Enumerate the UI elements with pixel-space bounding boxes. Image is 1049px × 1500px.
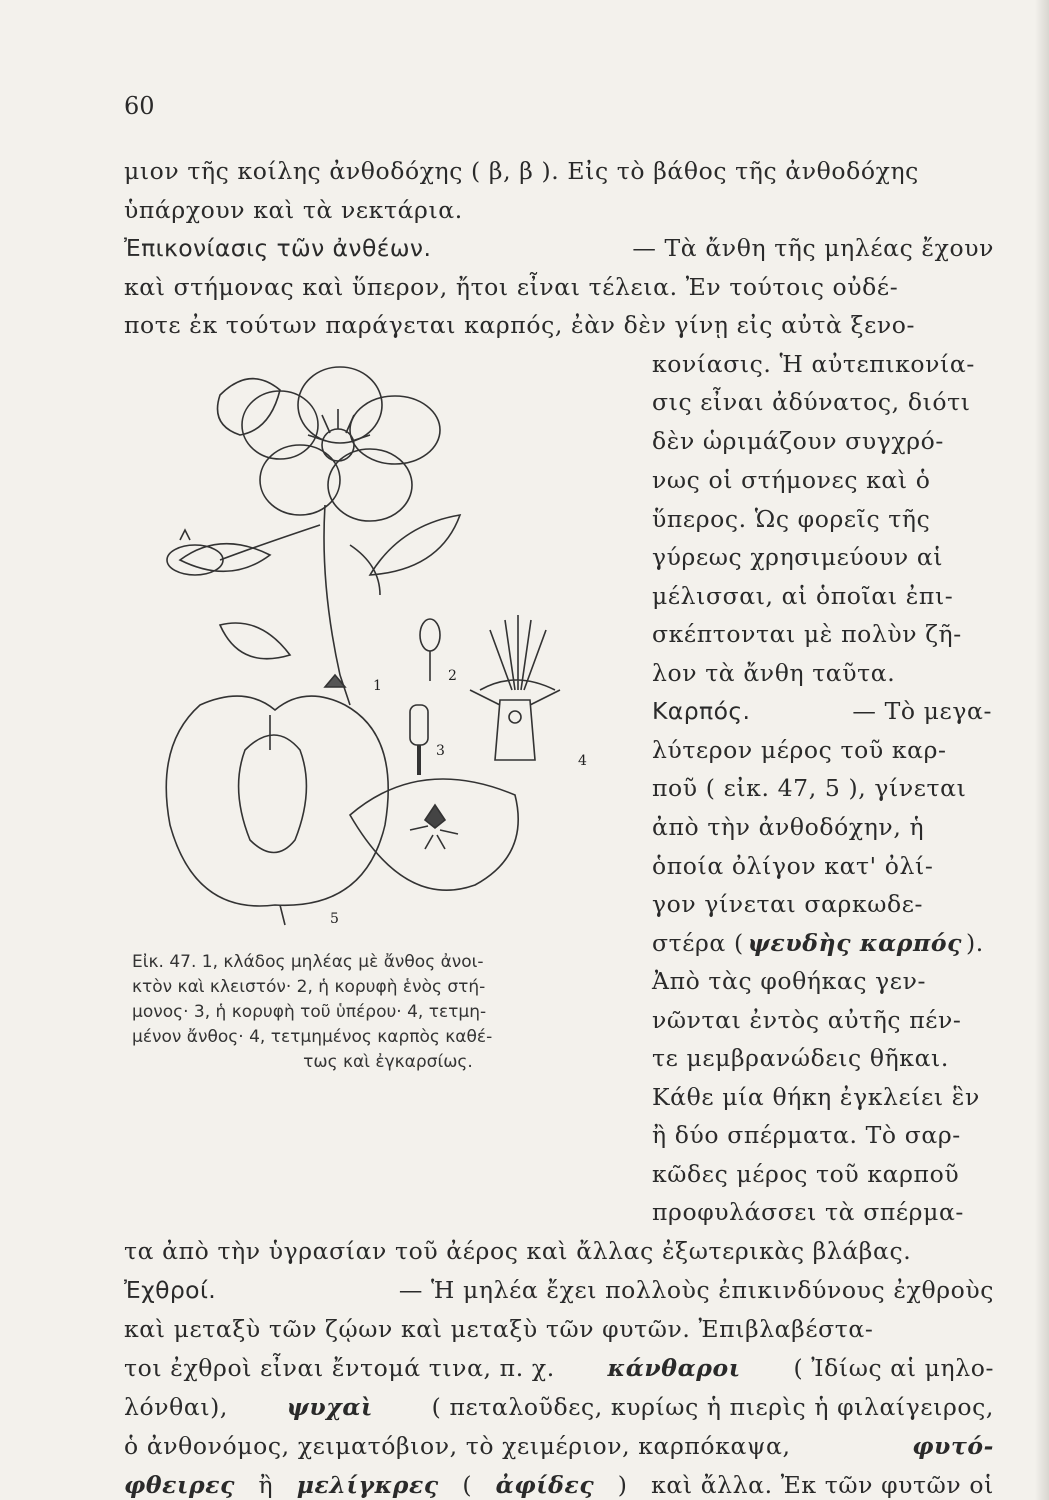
figure-label-1: 1 <box>373 678 382 694</box>
pistil-detail <box>410 705 428 775</box>
column-line: ποῦ ( εἰκ. 47, 5 ), γίνεται <box>652 774 967 802</box>
enemies-line-4-pre: λόνθαι), <box>124 1393 228 1421</box>
column-line: κονίασις. Ἡ αὐτεπικονία- <box>652 350 975 378</box>
enemies-line-5-pre: ὁ ἀνθονόμος, χειματόβιον, τὸ χειμέριον, καρπόκαψα, <box>124 1432 791 1460</box>
column-line: σκέπτονται μὲ πολὺν ζῆ- <box>652 620 962 648</box>
enemies-text: — Ἡ μηλέα ἔχει πολλοὺς ἐπικινδύνους ἐχθροὺς <box>398 1276 994 1304</box>
pseudo-fruit-line <box>652 929 992 963</box>
figure-label-4: 4 <box>578 753 587 769</box>
pollination-heading: Ἐπικονίασις τῶν ἀνθέων. <box>124 234 432 262</box>
column-line: Κάθε μία θήκη ἐγκλείει ἓν <box>652 1083 980 1111</box>
column-line: μέλισσαι, αἱ ὁποῖαι ἐπι- <box>652 582 954 610</box>
open-flower <box>242 367 440 521</box>
term-phtheires: φθειρες <box>124 1471 236 1499</box>
column-line: Ἀπὸ τὰς φοθήκας γεν- <box>652 967 926 995</box>
pseudo-fruit-prefix: στέρα ( <box>652 929 744 957</box>
column-line: τε μεμβρανώδεις θῆκαι. <box>652 1044 949 1072</box>
figure-label-3: 3 <box>436 743 445 759</box>
enemies-line-5 <box>124 1432 994 1466</box>
fruit-text: — Τὸ μεγα- <box>852 697 992 725</box>
fruit-line <box>652 697 992 731</box>
column-line: προφυλάσσει τὰ σπέρμα- <box>652 1198 964 1226</box>
column-line: ἢ δύο σπέρματα. Τὸ σαρ- <box>652 1121 961 1149</box>
caption-line: μονος· 3, ἡ κορυφὴ τοῦ ὑπέρου· 4, τετμη- <box>132 1002 487 1022</box>
enemies-line-3 <box>124 1354 994 1388</box>
pseudo-fruit-term: ψευδὴς καρπός <box>747 929 963 957</box>
column-line: γον γίνεται σαρκωδε- <box>652 890 924 918</box>
apple-section-horizontal <box>350 779 518 890</box>
enemies-line-3-pre: τοι ἐχθροὶ εἶναι ἔντομά τινα, π. χ. <box>124 1354 555 1382</box>
text-line-5: ποτε ἐκ τούτων παράγεται καρπός, ἐὰν δὲν γίνῃ εἰς αὐτὰ ξενο- <box>124 311 916 339</box>
pollination-text: — Τὰ ἄνθη τῆς μηλέας ἔχουν <box>632 234 994 262</box>
column-line: λον τὰ ἄνθη ταῦτα. <box>652 659 896 687</box>
caption-line: Εἰκ. 47. 1, κλάδος μηλέας μὲ ἄνθος ἀνοι- <box>132 952 484 972</box>
enemies-line-2: καὶ μεταξὺ τῶν ζῴων καὶ μεταξὺ τῶν φυτῶν. Ἐπιβλαβέστα- <box>124 1315 874 1343</box>
apple-blossom-illustration <box>140 345 640 940</box>
figure-label-2: 2 <box>448 668 457 684</box>
figure-label-5: 5 <box>330 911 339 927</box>
stamen-detail <box>420 619 440 681</box>
enemies-line-1 <box>124 1276 994 1310</box>
text-line-2: ὑπάρχουν καὶ τὰ νεκτάρια. <box>124 196 463 224</box>
term-aphides-close: ) <box>617 1471 628 1499</box>
term-kantharoi: κάνθαροι <box>607 1354 741 1382</box>
column-line: νῶνται ἐντὸς αὐτῆς πέν- <box>652 1006 962 1034</box>
column-line: σις εἶναι ἀδύνατος, διότι <box>652 388 971 416</box>
column-line: λύτερον μέρος τοῦ καρ- <box>652 736 947 764</box>
caption-line: κτὸν καὶ κλειστόν· 2, ἡ κορυφὴ ἑνὸς στή- <box>132 977 486 997</box>
figure-caption <box>132 950 644 1075</box>
term-phyto: φυτό- <box>912 1432 994 1460</box>
column-line: κῶδες μέρος τοῦ καρποῦ <box>652 1160 960 1188</box>
enemies-line-6-post: καὶ ἄλλα. Ἐκ τῶν φυτῶν οἱ <box>651 1471 994 1499</box>
pseudo-fruit-suffix: ). <box>966 929 984 957</box>
column-line: ὕπερος. Ὡς φορεῖς τῆς <box>652 505 931 533</box>
enemies-line-4 <box>124 1393 994 1427</box>
caption-line: τως καὶ ἐγκαρσίως. <box>303 1052 473 1072</box>
column-line: γύρεως χρησιμεύουν αἱ <box>652 543 944 571</box>
text-line-1: μιον τῆς κοίλης ἀνθοδόχης ( β, β ). Εἰς τὸ βάθος τῆς ἀνθοδόχης <box>124 157 919 185</box>
term-psychai: ψυχαὶ <box>286 1393 373 1421</box>
column-line: ἀπὸ τὴν ἀνθοδόχην, ἡ <box>652 813 925 841</box>
enemies-line-6 <box>124 1471 994 1499</box>
fruit-heading: Καρπός. <box>652 697 751 725</box>
page-number: 60 <box>124 92 155 120</box>
caption-line: μένον ἄνθος· 4, τετμημένος καρπὸς καθέ- <box>132 1027 493 1047</box>
pollination-line <box>124 234 994 268</box>
text-line-4: καὶ στήμονας καὶ ὕπερον, ἤτοι εἶναι τέλεια. Ἐν τούτοις οὐδέ- <box>124 273 899 301</box>
enemies-line-4-post: ( πεταλοῦδες, κυρίως ἡ πιερὶς ἡ φιλαίγειρος, <box>431 1393 994 1421</box>
term-meligkres: μελίγκρες <box>296 1471 439 1499</box>
scan-edge <box>1035 0 1049 1500</box>
text-line-after: τα ἀπὸ τὴν ὑγρασίαν τοῦ ἀέρος καὶ ἄλλας ἐξωτερικὰς βλάβας. <box>124 1237 912 1265</box>
enemies-line-3-post: ( Ἰδίως αἱ μηλο- <box>793 1354 994 1382</box>
enemies-heading: Ἐχθροί. <box>124 1276 217 1304</box>
column-line: νως οἱ στήμονες καὶ ὁ <box>652 466 931 494</box>
column-line: ὁποία ὀλίγον κατ' ὀλί- <box>652 852 934 880</box>
term-aphides-open: ( <box>462 1471 473 1499</box>
cut-flower-detail <box>470 615 560 760</box>
term-aphides: ἀφίδες <box>495 1471 595 1499</box>
column-line: δὲν ὡριμάζουν συγχρό- <box>652 427 944 455</box>
enemies-line-6-mid: ἢ <box>258 1471 274 1499</box>
